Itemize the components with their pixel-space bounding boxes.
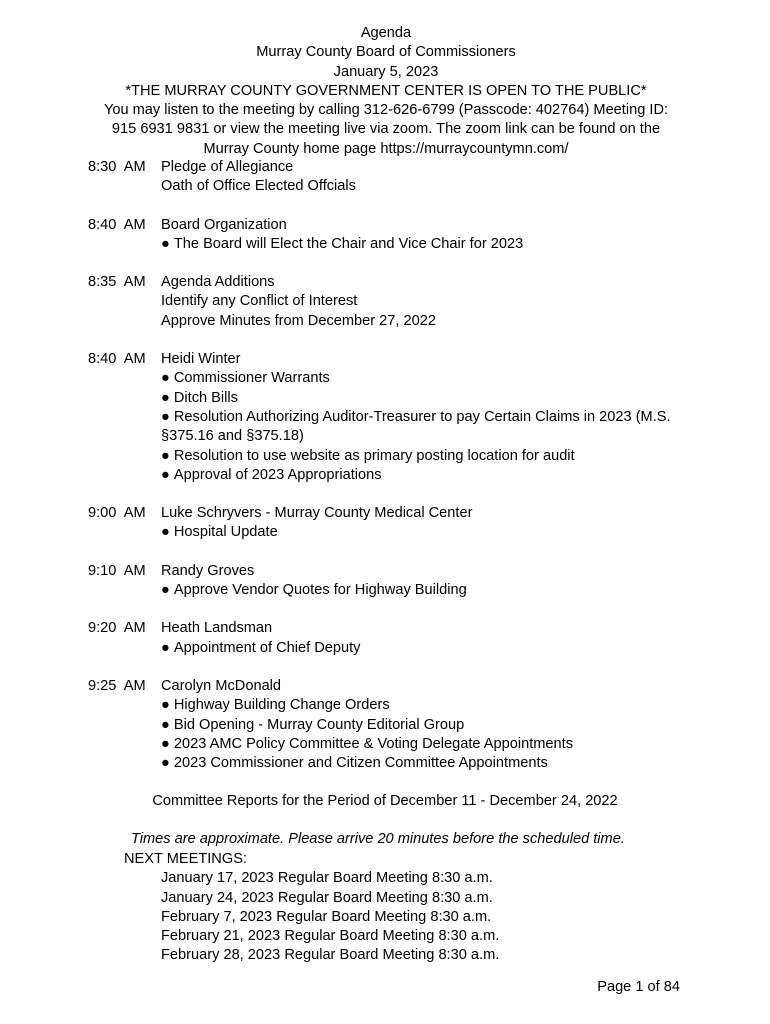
agenda-item-body — [161, 562, 708, 601]
agenda-item-bullet: ● Hospital Update — [161, 523, 708, 542]
next-meeting-item: January 17, 2023 Regular Board Meeting 8:30 a.m. — [161, 870, 493, 887]
listen-info-line-1: You may listen to the meeting by calling 312-626-6799 (Passcode: 402764) Meeting ID: — [103, 102, 669, 119]
page-title: Agenda — [360, 25, 412, 41]
agenda-item-time: 8:30 AM — [88, 159, 146, 175]
agenda-item-line: Identify any Conflict of Interest — [161, 293, 358, 310]
agenda-item-time: 9:20 AM — [88, 620, 146, 637]
meeting-date: January 5, 2023 — [333, 63, 439, 80]
agenda-item — [88, 504, 708, 543]
agenda-item-body — [161, 273, 708, 331]
agenda-item-time: 8:40 AM — [88, 351, 146, 368]
agenda-item-line: Luke Schryvers - Murray County Medical Center — [161, 505, 473, 522]
agenda-item — [88, 677, 708, 773]
agenda-item — [88, 619, 708, 658]
agenda-item-bullet: ● Resolution Authorizing Auditor-Treasurer to pay Certain Claims in 2023 (M.S. §375.16 and §375.18) — [161, 408, 708, 447]
next-meeting-item: February 28, 2023 Regular Board Meeting 8:30 a.m. — [161, 947, 500, 964]
agenda-item-bullet: ● Approval of 2023 Appropriations — [161, 466, 708, 485]
agenda-header — [60, 24, 712, 159]
agenda-item-bullet: ● Ditch Bills — [161, 389, 708, 408]
agenda-item-body — [161, 216, 708, 255]
agenda-item-bullet: ● Approve Vendor Quotes for Highway Building — [161, 581, 708, 600]
agenda-item-body — [161, 158, 708, 197]
agenda-item-line: Heidi Winter — [161, 351, 241, 368]
agenda-item-line: Carolyn McDonald — [161, 677, 282, 694]
agenda-item-time: 9:10 AM — [88, 562, 146, 579]
agenda-item-bullet: ● The Board will Elect the Chair and Vice Chair for 2023 — [161, 235, 708, 254]
agenda-item-body — [161, 504, 708, 543]
agenda-item-bullet: ● 2023 Commissioner and Citizen Committee Appointments — [161, 754, 708, 773]
agenda-item — [88, 216, 708, 255]
agenda-item-body — [161, 350, 708, 485]
agenda-item-line: Randy Groves — [161, 562, 255, 579]
agenda-item-line: Heath Landsman — [161, 620, 273, 637]
agenda-item-line: Board Organization — [161, 216, 287, 233]
agenda-item — [88, 350, 708, 485]
board-name: Murray County Board of Commissioners — [256, 44, 516, 61]
agenda-item-bullet: ● Highway Building Change Orders — [161, 696, 708, 715]
next-meetings — [124, 850, 499, 966]
agenda-list — [88, 158, 708, 792]
agenda-item — [88, 273, 708, 331]
agenda-item — [88, 158, 708, 197]
page-number: Page 1 of 84 — [597, 979, 680, 995]
next-meeting-item: January 24, 2023 Regular Board Meeting 8:30 a.m. — [161, 889, 493, 906]
next-meeting-item: February 7, 2023 Regular Board Meeting 8:30 a.m. — [161, 908, 492, 925]
agenda-item-bullet: ● 2023 AMC Policy Committee & Voting Delegate Appointments — [161, 735, 708, 754]
agenda-item-body — [161, 677, 708, 773]
agenda-item-line: Pledge of Allegiance — [161, 159, 294, 175]
agenda-item-line: Approve Minutes from December 27, 2022 — [161, 312, 436, 329]
next-meetings-list — [161, 869, 499, 965]
agenda-item-bullet: ● Bid Opening - Murray County Editorial Group — [161, 716, 708, 735]
agenda-item-bullet: ● Commissioner Warrants — [161, 369, 708, 388]
listen-info-line-3: Murray County home page https://murraycountymn.com/ — [203, 140, 569, 157]
agenda-item-line: Oath of Office Elected Offcials — [161, 178, 356, 195]
next-meetings-label: NEXT MEETINGS: — [124, 851, 247, 867]
agenda-item-time: 8:35 AM — [88, 274, 146, 291]
listen-info-line-2: 915 6931 9831 or view the meeting live via zoom. The zoom link can be found on the — [111, 121, 661, 138]
agenda-item — [88, 562, 708, 601]
agenda-item-line: Agenda Additions — [161, 274, 275, 291]
agenda-item-bullet: ● Resolution to use website as primary posting location for audit — [161, 447, 708, 466]
agenda-item-bullet: ● Appointment of Chief Deputy — [161, 639, 708, 658]
time-note: Times are approximate. Please arrive 20 minutes before the scheduled time. — [131, 831, 625, 847]
public-notice: *THE MURRAY COUNTY GOVERNMENT CENTER IS OPEN TO THE PUBLIC* — [125, 82, 647, 99]
agenda-item-time: 9:25 AM — [88, 677, 146, 694]
agenda-item-time: 9:00 AM — [88, 505, 146, 522]
agenda-item-body — [161, 619, 708, 658]
agenda-item-time: 8:40 AM — [88, 216, 146, 233]
committee-reports: Committee Reports for the Period of December 11 - December 24, 2022 — [152, 793, 618, 809]
next-meeting-item: February 21, 2023 Regular Board Meeting 8:30 a.m. — [161, 928, 500, 945]
